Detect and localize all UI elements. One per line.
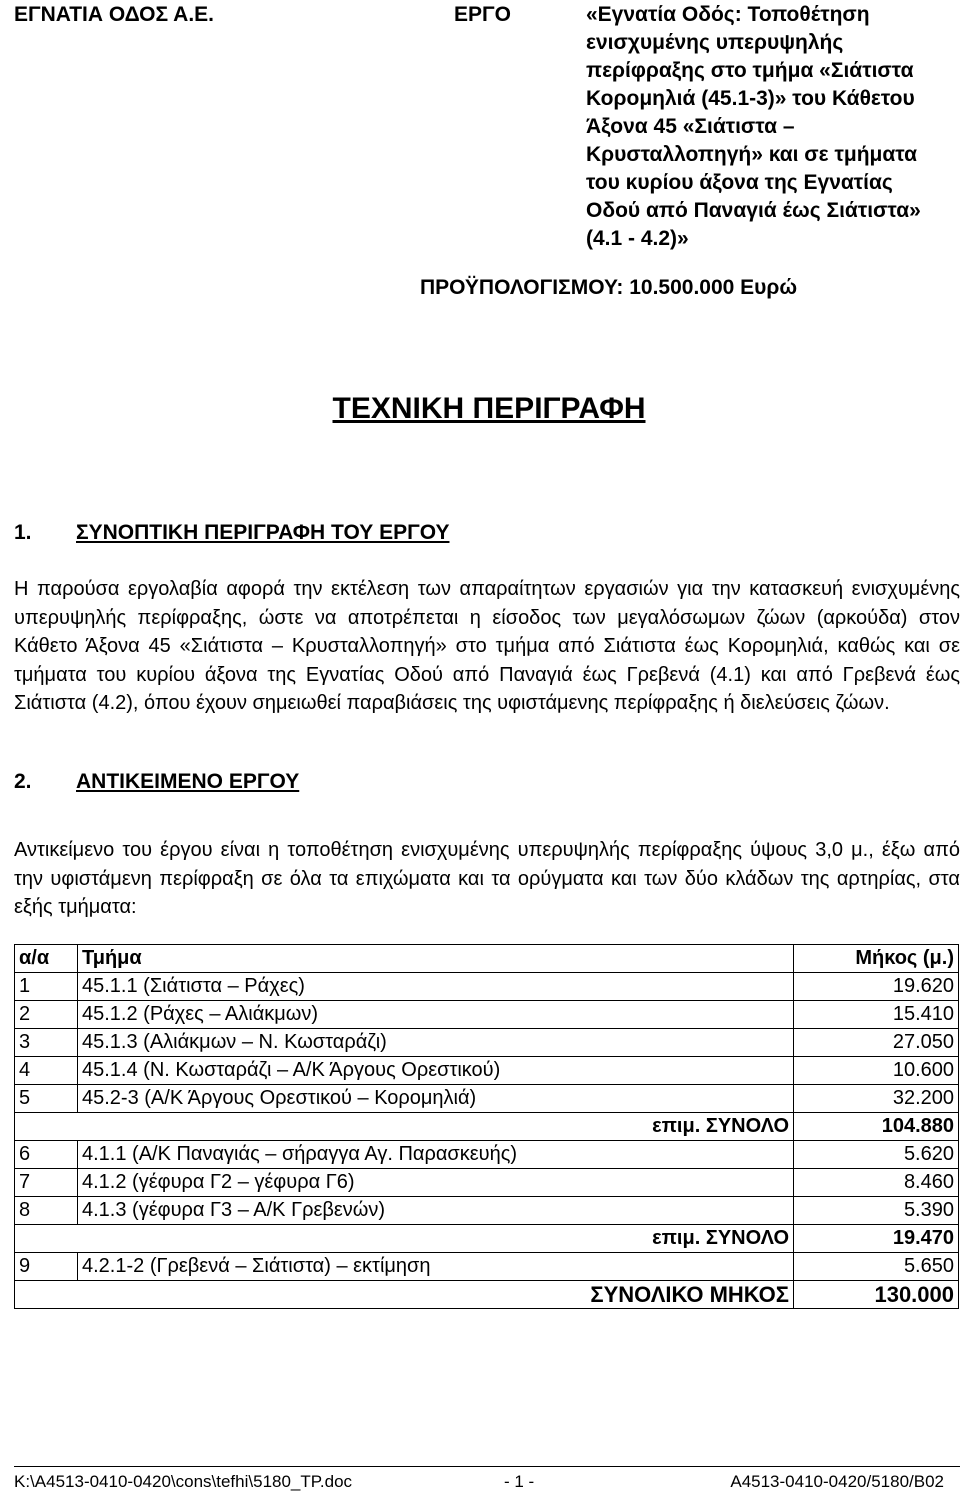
work-title-line: του κυρίου άξονα της Εγνατίας [586, 171, 893, 194]
page-footer [14, 1466, 960, 1491]
row-length: 5.390 [794, 1197, 959, 1225]
row-number: 9 [15, 1253, 78, 1281]
footer-file-path: K:\A4513-0410-0420\cons\tefhi\5180_TP.doc [14, 1472, 353, 1491]
work-title-line: περίφραξης στο τμήμα «Σιάτιστα [586, 59, 914, 82]
work-title-line: Οδού από Παναγιά έως Σιάτιστα» [586, 199, 921, 222]
section-1-number: 1. [14, 521, 32, 544]
row-segment: 4.1.1 (Α/Κ Παναγιάς – σήραγγα Αγ. Παρασκευής) [78, 1141, 794, 1169]
row-segment: 45.1.3 (Αλιάκμων – Ν. Κωσταράζι) [78, 1029, 794, 1057]
row-segment: 45.1.1 (Σιάτιστα – Ράχες) [78, 973, 794, 1001]
subtotal-row [15, 1225, 959, 1253]
row-segment: 45.1.2 (Ράχες – Αλιάκμων) [78, 1001, 794, 1029]
row-number: 3 [15, 1029, 78, 1057]
work-title-line: ενισχυμένης υπερυψηλής [586, 31, 844, 54]
work-title-line: Κρυσταλλοπηγή» και σε τμήματα [586, 143, 917, 166]
section-2-title: ΑΝΤΙΚΕΙΜΕΝΟ ΕΡΓΟΥ [76, 770, 300, 793]
table-row [15, 1169, 959, 1197]
row-segment: 4.1.2 (γέφυρα Γ2 – γέφυρα Γ6) [78, 1169, 794, 1197]
row-number: 2 [15, 1001, 78, 1029]
header-segment: Τμήμα [78, 945, 794, 973]
table-row [15, 1141, 959, 1169]
row-number: 6 [15, 1141, 78, 1169]
footer-document-code: A4513-0410-0420/5180/B02 [730, 1472, 944, 1491]
section-1-text: Η παρούσα εργολαβία αφορά την εκτέλεση των απαραίτητων εργασιών για την κατασκευή ενισχυμένης υπερυψηλής περίφραξης, ώστε να αποτρέπεται η είσοδος των μεγαλόσωμων ζώων (αρκούδα) στον Κάθετο Άξονα 45 «Σιάτιστα – Κρυσταλλοπηγή» στο τμήμα από Σιάτιστα έως Κορομηλιά, καθώς και σε τμήματα του κυρίου άξονα της Εγνατίας Οδού από Παναγιά έως Γρεβενά (4.1) και από Γρεβενά έως Σιάτιστα (4.2), όπου έχουν σημειωθεί παραβιάσεις της υφιστάμενης περίφραξης ή διελεύσεις ζώων. [14, 578, 960, 714]
work-title-line: (4.1 - 4.2)» [586, 227, 689, 250]
row-length: 8.460 [794, 1169, 959, 1197]
subtotal-length: 19.470 [794, 1225, 959, 1253]
work-title-line: «Εγνατία Οδός: Τοποθέτηση [586, 3, 870, 26]
segments-table [14, 944, 959, 1309]
table-row [15, 1197, 959, 1225]
row-length: 32.200 [794, 1085, 959, 1113]
table-row [15, 1029, 959, 1057]
row-number: 5 [15, 1085, 78, 1113]
row-number: 1 [15, 973, 78, 1001]
row-segment: 4.2.1-2 (Γρεβενά – Σιάτιστα) – εκτίμηση [78, 1253, 794, 1281]
row-length: 27.050 [794, 1029, 959, 1057]
table-header-row [15, 945, 959, 973]
work-title-line: Άξονα 45 «Σιάτιστα – [586, 115, 795, 138]
total-label: ΣΥΝΟΛΙΚΟ ΜΗΚΟΣ [15, 1281, 794, 1309]
header-num: α/α [15, 945, 78, 973]
subtotal-length: 104.880 [794, 1113, 959, 1141]
footer-page-number: - 1 - [504, 1472, 535, 1491]
table-row [15, 1253, 959, 1281]
subtotal-label: επιμ. ΣΥΝΟΛΟ [15, 1113, 794, 1141]
section-2-number: 2. [14, 770, 32, 793]
row-length: 5.620 [794, 1141, 959, 1169]
subtotal-row [15, 1113, 959, 1141]
work-title [586, 1, 958, 253]
document-title: ΤΕΧΝΙΚΗ ΠΕΡΙΓΡΑΦΗ [332, 392, 646, 425]
row-length: 5.650 [794, 1253, 959, 1281]
table-row [15, 973, 959, 1001]
row-number: 4 [15, 1057, 78, 1085]
table-body [15, 973, 959, 1309]
work-label: ΕΡΓΟ [454, 3, 511, 26]
row-segment: 45.1.4 (Ν. Κωσταράζι – Α/Κ Άργους Ορεστικού) [78, 1057, 794, 1085]
subtotal-label: επιμ. ΣΥΝΟΛΟ [15, 1225, 794, 1253]
table-row [15, 1057, 959, 1085]
total-row [15, 1281, 959, 1309]
work-title-line: Κορομηλιά (45.1-3)» του Κάθετου [586, 87, 915, 110]
organization-name: ΕΓΝΑΤΙΑ ΟΔΟΣ Α.Ε. [14, 3, 215, 26]
header-length: Μήκος (μ.) [794, 945, 959, 973]
section-1-title: ΣΥΝΟΠΤΙΚΗ ΠΕΡΙΓΡΑΦΗ ΤΟΥ ΕΡΓΟΥ [76, 521, 450, 544]
row-length: 10.600 [794, 1057, 959, 1085]
section-2-text: Αντικείμενο του έργου είναι η τοποθέτηση ενισχυμένης υπερυψηλής περίφραξης ύψους 3,0 μ., έξω από την υφιστάμενη περίφραξη σε όλα τα επιχώματα και τα ορύγματα και των δύο κλάδων της αρτηρίας, στα εξής τμήματα: [14, 839, 960, 918]
table-row [15, 1085, 959, 1113]
row-number: 8 [15, 1197, 78, 1225]
row-segment: 4.1.3 (γέφυρα Γ3 – Α/Κ Γρεβενών) [78, 1197, 794, 1225]
row-length: 19.620 [794, 973, 959, 1001]
total-length: 130.000 [794, 1281, 959, 1309]
row-length: 15.410 [794, 1001, 959, 1029]
table-row [15, 1001, 959, 1029]
budget-line: ΠΡΟΫΠΟΛΟΓΙΣΜΟΥ: 10.500.000 Ευρώ [420, 276, 798, 299]
row-number: 7 [15, 1169, 78, 1197]
row-segment: 45.2-3 (Α/Κ Άργους Ορεστικού – Κορομηλιά) [78, 1085, 794, 1113]
